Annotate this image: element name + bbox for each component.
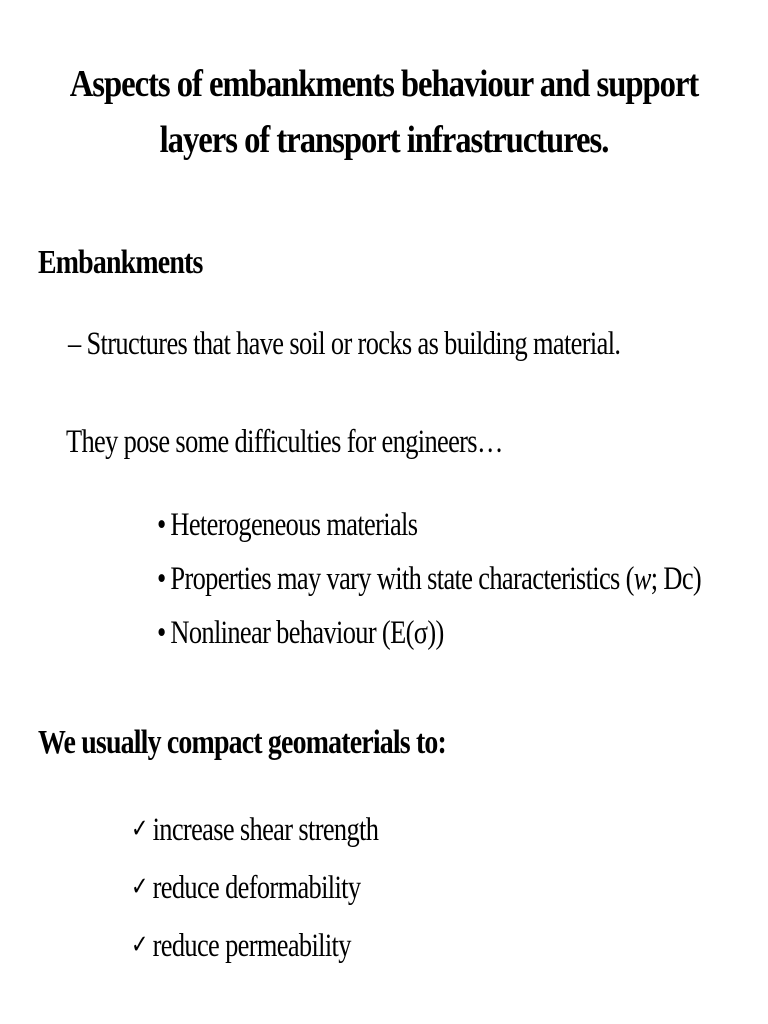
state-variable: w	[633, 561, 651, 597]
difficulty-text: Properties may vary with state characteristics (	[170, 561, 634, 597]
checkmark-icon: ✓	[131, 872, 148, 902]
checkmark-icon: ✓	[131, 930, 148, 960]
slide-title	[54, 56, 714, 168]
difficulty-item	[157, 613, 444, 653]
embankments-heading: Embankments	[38, 244, 203, 281]
goal-text: reduce permeability	[152, 928, 351, 964]
title-line-2: layers of transport infrastructures.	[159, 119, 609, 161]
checkmark-icon: ✓	[131, 814, 148, 844]
bullet-icon: •	[157, 507, 166, 543]
compaction-heading: We usually compact geomaterials to:	[38, 724, 447, 761]
compaction-goal	[131, 925, 351, 966]
difficulty-item	[157, 505, 417, 545]
bullet-icon: •	[157, 615, 166, 651]
difficulty-text: Nonlinear behaviour (E(σ))	[170, 615, 444, 651]
difficulties-intro: They pose some difficulties for engineers…	[66, 424, 503, 460]
bullet-icon: •	[157, 561, 166, 597]
difficulty-text: Heterogeneous materials	[170, 507, 418, 543]
compaction-goal	[131, 809, 378, 850]
state-suffix: ; Dc)	[650, 561, 702, 597]
title-line-1: Aspects of embankments behaviour and support	[69, 63, 699, 105]
compaction-goal	[131, 867, 360, 908]
goal-text: reduce deformability	[152, 870, 361, 906]
difficulty-item	[157, 559, 701, 599]
embankments-definition: – Structures that have soil or rocks as building material.	[68, 326, 621, 362]
goal-text: increase shear strength	[152, 812, 379, 848]
